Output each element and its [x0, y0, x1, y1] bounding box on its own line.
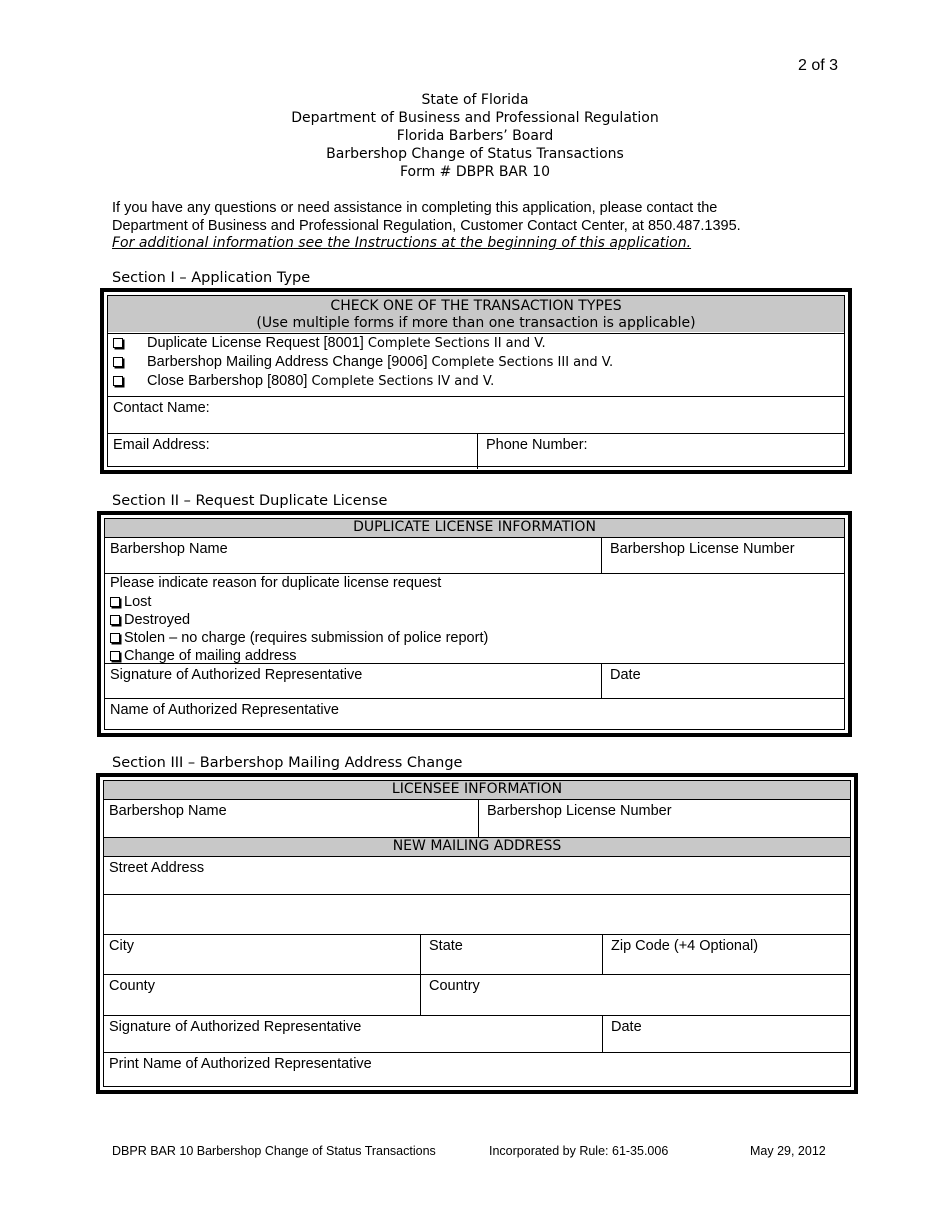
duplicate-signature-field[interactable]: Signature of Authorized Representative: [105, 663, 601, 698]
footer-form-name: DBPR BAR 10 Barbershop Change of Status Transactions: [112, 1144, 436, 1158]
footer-date: May 29, 2012: [750, 1144, 826, 1158]
intro-instructions-note: For additional information see the Instructions at the beginning of this application.: [112, 235, 692, 251]
email-address-field[interactable]: Email Address:: [108, 433, 477, 469]
address-shop-name-field[interactable]: Barbershop Name: [104, 799, 478, 837]
duplicate-rep-name-field[interactable]: Name of Authorized Representative: [105, 698, 844, 731]
option-mailing-address-change[interactable]: Barbershop Mailing Address Change [9006] Complete Sections III and V.: [113, 353, 844, 372]
address-signature-field[interactable]: Signature of Authorized Representative: [104, 1015, 602, 1052]
section-3-title: Section III – Barbershop Mailing Address Change: [112, 755, 463, 771]
option-duplicate-license[interactable]: Duplicate License Request [8001] Complete Sections II and V.: [113, 334, 844, 353]
transaction-options: [108, 333, 844, 395]
new-mailing-address-header: NEW MAILING ADDRESS: [104, 837, 850, 856]
contact-name-field[interactable]: Contact Name:: [108, 396, 844, 433]
checkbox-icon[interactable]: [110, 615, 120, 625]
checkbox-icon[interactable]: [113, 357, 123, 367]
duplicate-reason-group: [105, 573, 844, 663]
address-license-number-field[interactable]: Barbershop License Number: [478, 799, 850, 837]
phone-number-field[interactable]: Phone Number:: [477, 433, 844, 469]
form-header: [0, 91, 950, 181]
state-field[interactable]: State: [420, 934, 602, 974]
footer-rule: Incorporated by Rule: 61-35.006: [489, 1144, 669, 1158]
header-board: Florida Barbers’ Board: [396, 128, 554, 144]
zip-code-field[interactable]: Zip Code (+4 Optional): [602, 934, 850, 974]
checkbox-icon[interactable]: [110, 651, 120, 661]
section-1-header-line-2: (Use multiple forms if more than one transaction is applicable): [256, 315, 696, 331]
header-form-number: Form # DBPR BAR 10: [399, 164, 551, 180]
street-address-field[interactable]: Street Address: [104, 856, 850, 894]
header-form-title: Barbershop Change of Status Transactions: [326, 146, 624, 162]
checkbox-icon[interactable]: [113, 376, 123, 386]
checkbox-icon[interactable]: [110, 597, 120, 607]
street-address-line-2-field[interactable]: [104, 894, 850, 934]
address-print-name-field[interactable]: Print Name of Authorized Representative: [104, 1052, 850, 1088]
header-department: Department of Business and Professional Regulation: [291, 110, 659, 126]
checkbox-icon[interactable]: [110, 633, 120, 643]
intro-line-2: Department of Business and Professional Regulation, Customer Contact Center, at 850.487.1395.: [112, 217, 741, 234]
option-close-barbershop[interactable]: Close Barbershop [8080] Complete Sections IV and V.: [113, 372, 844, 391]
licensee-info-header: LICENSEE INFORMATION: [104, 781, 850, 799]
country-field[interactable]: Country: [420, 974, 850, 1015]
section-2-title: Section II – Request Duplicate License: [112, 493, 388, 509]
checkbox-icon[interactable]: [113, 338, 123, 348]
reason-lost[interactable]: Lost: [110, 593, 844, 611]
reason-destroyed[interactable]: Destroyed: [110, 611, 844, 629]
reason-change-mailing-address[interactable]: Change of mailing address: [110, 647, 844, 665]
section-1-title: Section I – Application Type: [112, 270, 311, 286]
section-1-box: [100, 288, 852, 474]
reason-prompt: Please indicate reason for duplicate license request: [110, 575, 442, 591]
section-1-header: [108, 296, 844, 332]
county-field[interactable]: County: [104, 974, 420, 1015]
section-3-box: [96, 773, 858, 1094]
duplicate-license-number-field[interactable]: Barbershop License Number: [601, 537, 844, 573]
duplicate-shop-name-field[interactable]: Barbershop Name: [105, 537, 601, 573]
intro-line-1: If you have any questions or need assistance in completing this application, please contact the: [112, 200, 718, 216]
section-2-box: [97, 511, 852, 737]
address-date-field[interactable]: Date: [602, 1015, 850, 1052]
header-state: State of Florida: [421, 92, 529, 108]
section-1-header-line-1: CHECK ONE OF THE TRANSACTION TYPES: [330, 298, 622, 314]
duplicate-date-field[interactable]: Date: [601, 663, 844, 698]
intro-text: [112, 200, 741, 253]
section-2-header: DUPLICATE LICENSE INFORMATION: [105, 519, 844, 537]
city-field[interactable]: City: [104, 934, 420, 974]
reason-stolen[interactable]: Stolen – no charge (requires submission of police report): [110, 629, 844, 647]
page-number: 2 of 3: [798, 57, 839, 74]
